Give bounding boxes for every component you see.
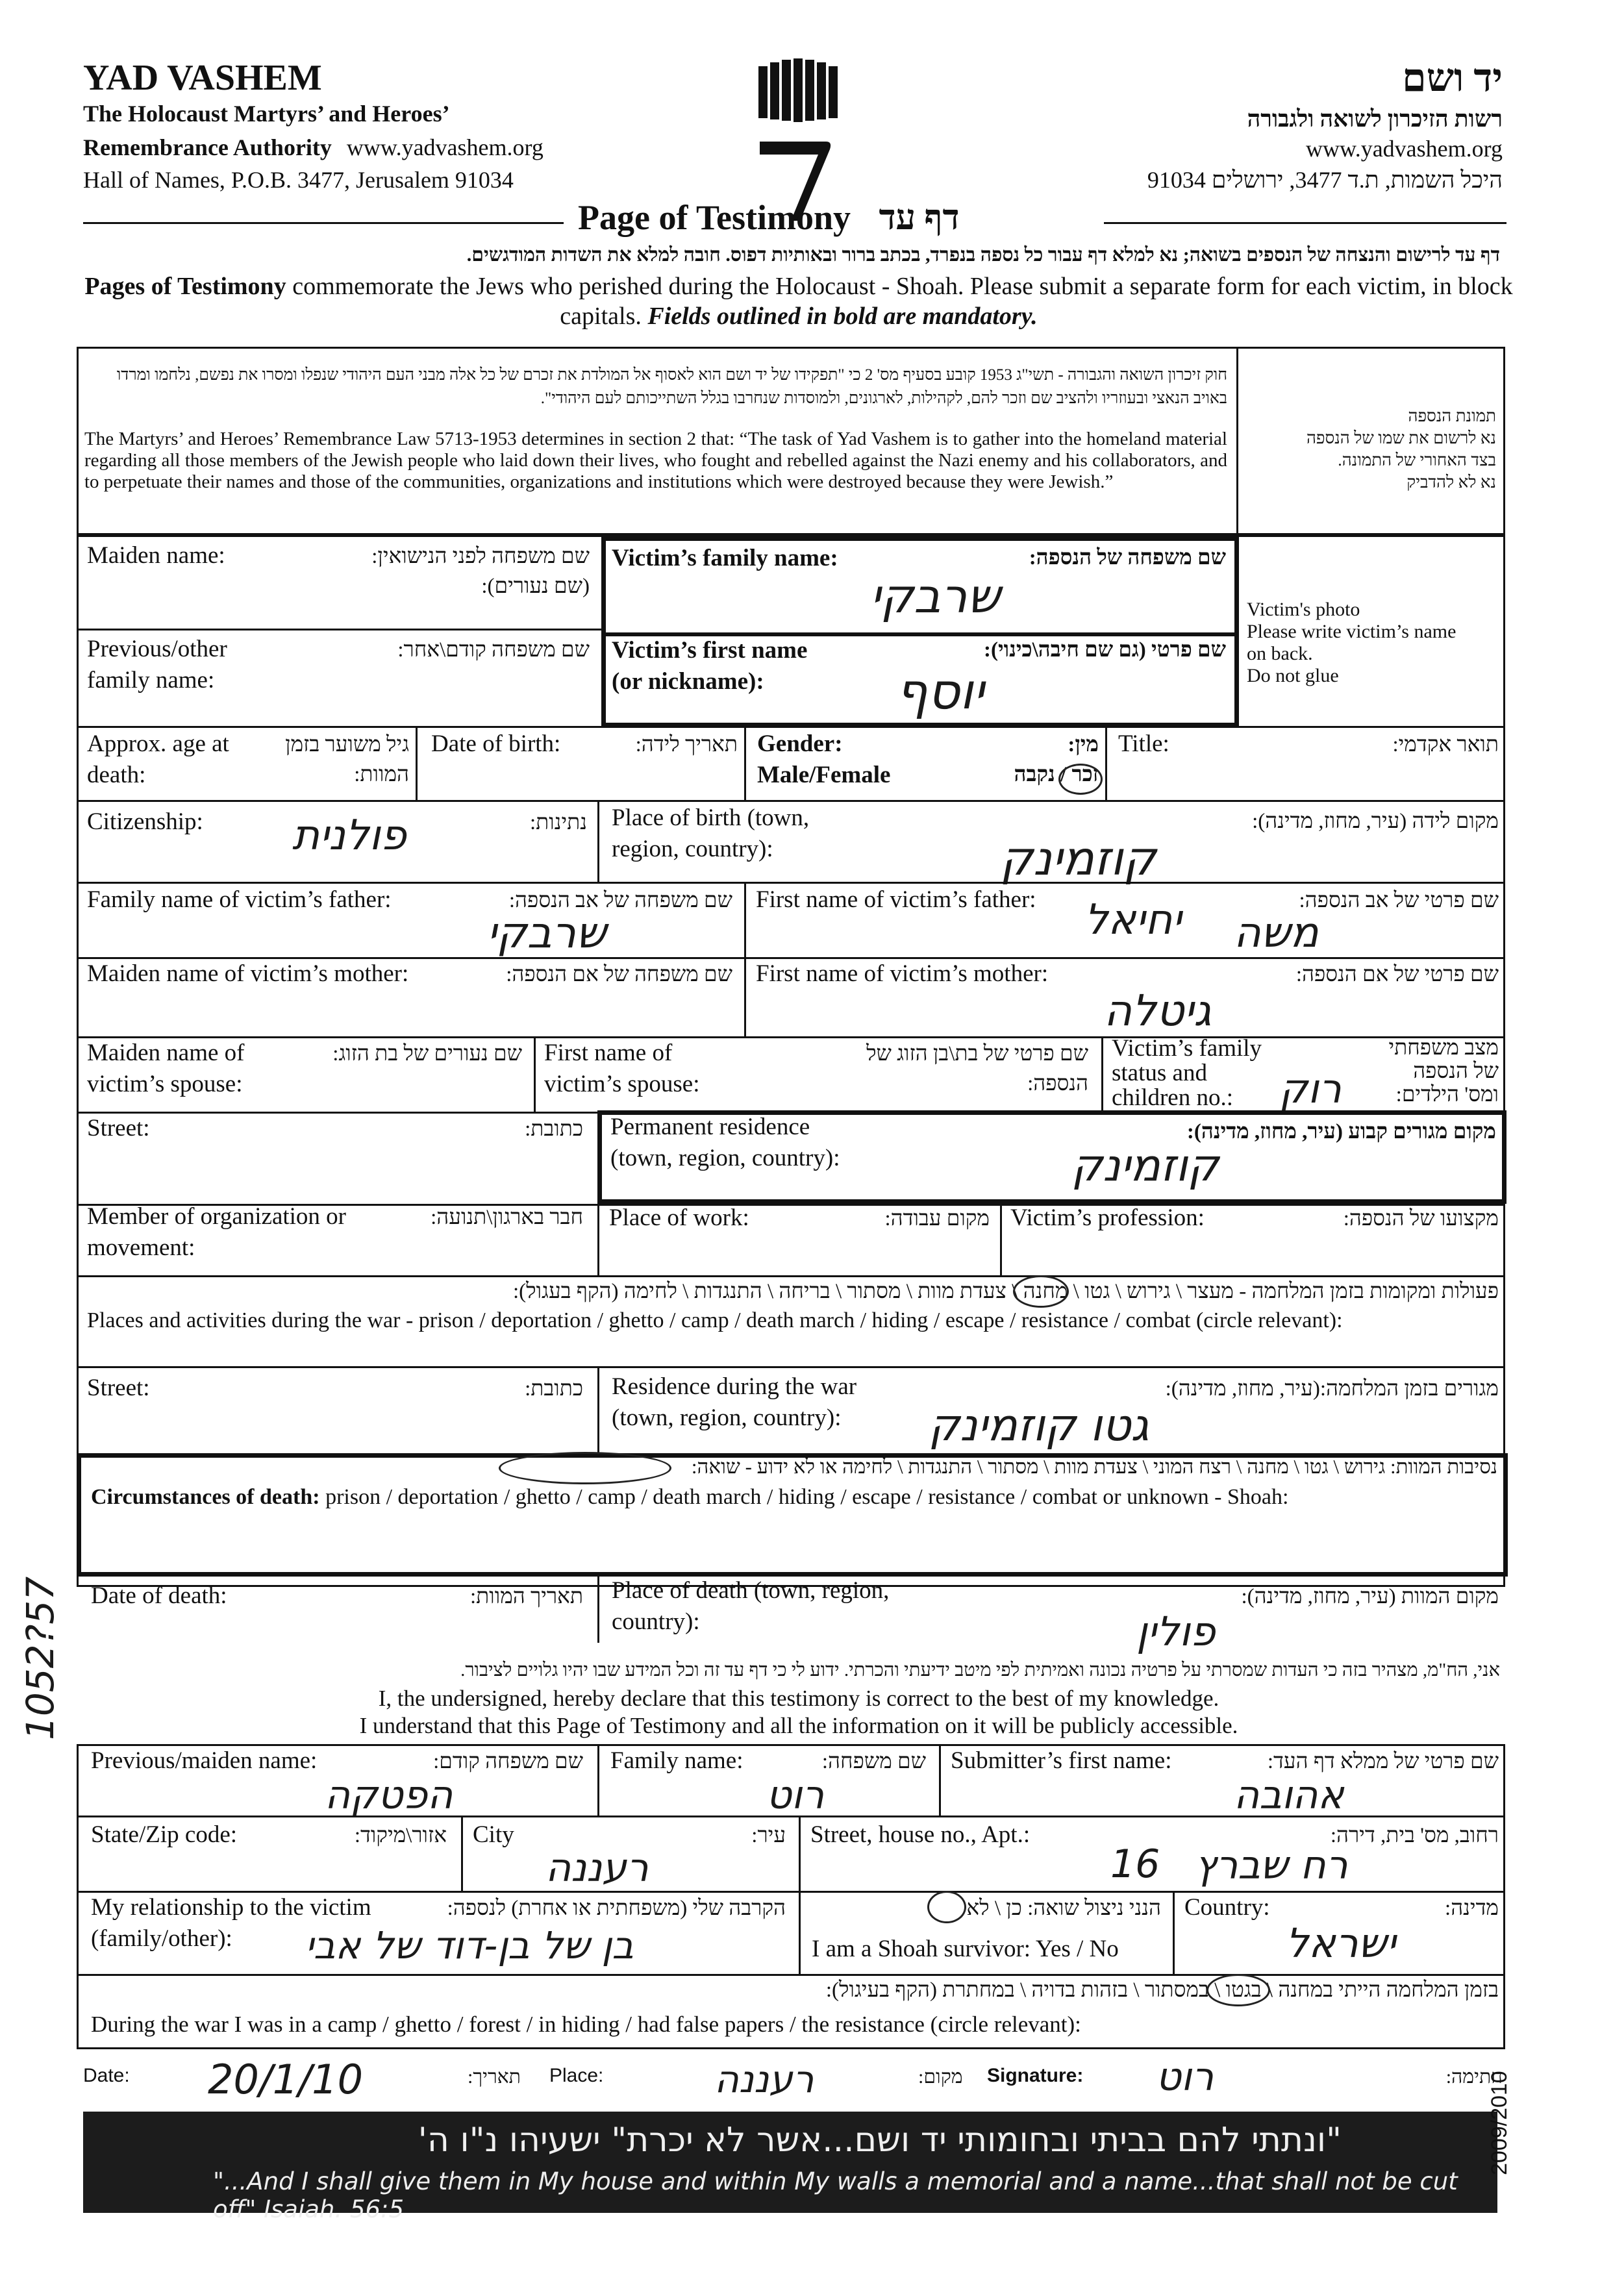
submitter-prev-label-he: שם משפחה קודם: (433, 1750, 583, 1773)
photo-instructions-hebrew (1236, 405, 1496, 493)
maiden-name-label: Maiden name: (87, 542, 225, 569)
death-place-en-2: country): (612, 1608, 700, 1635)
submitter-street-value: רח שברץ (1195, 1843, 1348, 1888)
family-status-en-1: Victim’s family (1112, 1035, 1262, 1062)
country-label-he: מדינה: (1445, 1897, 1499, 1920)
age-he-2: המוות: (354, 763, 409, 786)
signature-value[interactable]: רוט (1156, 2054, 1214, 2100)
side-year: 2009/2010 (1487, 2071, 1512, 2175)
birth-place-label-he: מקום לידה (עיר, מחוז, מדינה): (1252, 810, 1499, 833)
perm-res-label (610, 1112, 840, 1174)
age-label-he (285, 730, 409, 790)
org-address: Hall of Names, P.O.B. 3477, Jerusalem 91034 (83, 167, 514, 193)
title-rule-left (83, 222, 564, 224)
birth-place-en-1: Place of birth (town, (612, 805, 810, 831)
birth-place-en-2: region, country): (612, 836, 773, 862)
first-name-en-1: Victim’s first name (612, 637, 808, 664)
submitter-prev-label: Previous/maiden name: (91, 1747, 318, 1774)
country-value: ישראל (1286, 1919, 1396, 1967)
member-en-2: movement: (87, 1234, 195, 1261)
ghetto-circle[interactable] (1013, 1275, 1069, 1308)
gender-en-1: Gender: (757, 730, 843, 757)
father-first-value: משה (1234, 909, 1319, 957)
gender-label (757, 729, 890, 791)
date-label: Date: (83, 2065, 130, 2086)
submitter-first-value: אהובה (1234, 1773, 1344, 1818)
prev-family-label (87, 634, 227, 696)
war-res-en-1: Residence during the war (612, 1373, 857, 1400)
street-label-he: כתובת: (525, 1117, 583, 1141)
place-label: Place: (549, 2065, 604, 2086)
first-name-value: יוסף (896, 662, 984, 720)
mother-first-label: First name of victim’s mother: (756, 960, 1049, 987)
family-status-he-1: מצב משפחתי (1388, 1036, 1499, 1060)
maiden-name-he-2: (שם נעורים): (481, 575, 590, 598)
maiden-name-he-1: שם משפחה לפני הנישואין: (371, 545, 590, 568)
family-name-label: Victim’s family name: (612, 545, 838, 571)
family-status-label-he (1388, 1036, 1499, 1106)
org-address-hebrew: היכל השמות, ת.ד 3477, ירושלים 91034 (1147, 167, 1503, 193)
photo-he-3: בצד האחורי של התמונה. (1338, 451, 1496, 469)
member-label (87, 1201, 346, 1264)
photo-en-1: Victim's photo (1247, 599, 1360, 620)
death-place-label (612, 1575, 889, 1638)
zip-label: State/Zip code: (91, 1821, 238, 1848)
gender-male-circle[interactable] (1058, 764, 1103, 795)
first-name-en-2: (or nickname): (612, 668, 764, 695)
zip-label-he: אזור\מיקוד: (354, 1824, 447, 1847)
war-res-label (612, 1371, 856, 1434)
relation-label-he: הקרבה שלי (משפחתית או אחרת) לנספה: (447, 1897, 786, 1920)
submitter-first-label: Submitter’s first name: (951, 1747, 1172, 1774)
place-value: רעננה (714, 2057, 814, 2101)
war-activities-he: פעולות ומקומות בזמן המלחמה - מעצר \ גירוש \ גטו \ מחנה \ צעדת מוות \ מסתור \ בריחה \ התנגדות \ לחימה (הקף בעגול): (513, 1280, 1499, 1303)
intro-english-bold: Pages of Testimony (84, 273, 286, 300)
org-website-right: www.yadvashem.org (1306, 136, 1503, 162)
submitter-prev-value: הפטקה (325, 1773, 453, 1818)
dob-label-he: תאריך לידה: (635, 733, 738, 756)
spouse-first-he-2: הנספה: (1027, 1072, 1088, 1095)
title-label-he: תואר אקדמי: (1392, 733, 1499, 756)
spouse-first-en-2: victim’s spouse: (544, 1071, 700, 1097)
citizenship-value: פולנית (292, 812, 406, 860)
submitter-street-number: 16 (1110, 1841, 1160, 1887)
family-status-he-2: של הנספה (1413, 1060, 1499, 1083)
father-first-label: First name of victim’s father: (756, 886, 1036, 913)
father-first-value-2: יחיאל (1084, 896, 1182, 944)
intro-english-text: commemorate the Jews who perished during the Holocaust - Shoah. Please submit a separate form for each victim, in block capitals. (292, 273, 1513, 330)
quote-banner (83, 2112, 1497, 2223)
first-name-label-he: שם פרטי (גם שם חיבה\כינוי): (984, 638, 1226, 662)
declaration-en-2: I understand that this Page of Testimony and all the information on it will be publicly accessible. (359, 1713, 1238, 1738)
intro-english-mandatory: Fields outlined in bold are mandatory. (647, 303, 1038, 330)
death-circ-en-bold: Circumstances of death: (91, 1485, 320, 1509)
declaration-he: אני, הח"מ, מצהיר בזה כי העדות שמסרתי על פרטיה נכונה ואמיתית לפי מיטב ידיעתי והכרתי. ידוע לי כי דף עד זה וכל המידע שבו יהיו גלויים לציבור. (460, 1660, 1500, 1680)
death-place-value: פולין (1136, 1608, 1216, 1655)
war-res-label-he: מגורים בזמן המלחמה:(עיר, מחוז, מדינה): (1165, 1377, 1499, 1401)
mother-maiden-label: Maiden name of victim’s mother: (87, 960, 409, 987)
birth-place-label (612, 803, 809, 865)
perm-res-label-he: מקום מגורים קבוע (עיר, מחוז, מדינה): (1186, 1120, 1496, 1143)
family-status-en-3: children no.: (1112, 1084, 1234, 1111)
signature-label-he: חתימה: (1445, 2066, 1503, 2088)
age-en-2: death: (87, 762, 146, 788)
spouse-first-en-1: First name of (544, 1040, 673, 1066)
citizenship-label: Citizenship: (87, 808, 203, 835)
stamp-number: 1052?57 (18, 1576, 62, 1740)
law-hebrew: חוק זיכרון השואה והגבורה - תשי"ג 1953 קובע בסעיף מס' 2 כי "תפקידו של יד ושם הוא לאסוף אל המולדת את זכרם של כל אלה מבני העם היהודי שנפלו ומסרו את נפשם, נלחמו ומרדו באויב הנאצי ובעוזריו ולהציב שם וזכר להם, לקהילות, לארגונים, ולמוסדות שנחרבו בגלל השתייכותם לעם היהודי". (116, 366, 1227, 407)
perm-res-en-2: (town, region, country): (610, 1145, 840, 1171)
war-street-label: Street: (87, 1375, 150, 1401)
mother-maiden-label-he: שם משפחה של אם הנספה: (506, 963, 732, 986)
profession-label-he: מקצועו של הנספה: (1343, 1207, 1499, 1230)
spouse-first-he-1: שם פרטי של בת\בן הזוג של (866, 1042, 1088, 1066)
date-label-he: תאריך: (468, 2066, 521, 2088)
member-en-1: Member of organization or (87, 1203, 346, 1230)
banner-hebrew: "ונתתי להם בביתי ובחומותי יד ושם...אשר לא יכרת" ישעיהו נ"ו ה' (418, 2121, 1342, 2160)
prev-family-en-1: Previous/other (87, 636, 227, 662)
age-he-1: גיל משוער בזמן (285, 733, 409, 756)
death-circ-en-text: prison / deportation / ghetto / camp / death march / hiding / escape / resistance / combat or unknown - Shoah: (325, 1485, 1289, 1509)
org-name-hebrew: יד ושם (1402, 56, 1503, 99)
father-family-value: שרבקי (487, 908, 606, 958)
declaration-en-1: I, the undersigned, hereby declare that this testimony is correct to the best of my knowledge. (378, 1686, 1219, 1711)
org-subtitle-2: Remembrance Authority (83, 134, 332, 160)
photo-en-4: Do not glue (1247, 665, 1339, 686)
intro-hebrew: דף עד לרישום והנצחה של הנספים בשואה; נא למלא דף עבור כל נספה בנפרד, בכתב ברור ובאותיות דפוס. חובה למלא את השדות המודגשים. (466, 244, 1500, 266)
intro-english (84, 271, 1513, 331)
father-first-label-he: שם פרטי של אב הנספה: (1299, 889, 1499, 912)
family-name-value: שרבקי (870, 569, 1001, 623)
death-date-label-he: תאריך המוות: (470, 1585, 583, 1608)
spouse-first-label-he (866, 1039, 1088, 1099)
member-label-he: חבר בארגון\תנועה: (431, 1206, 583, 1229)
family-status-label (1112, 1036, 1262, 1110)
age-en-1: Approx. age at (87, 730, 229, 757)
gender-en-2: Male/Female (757, 762, 891, 788)
org-subtitle-hebrew: רשות הזיכרון לשואה ולגבורה (1247, 106, 1503, 132)
work-place-label-he: מקום עבודה: (884, 1207, 990, 1230)
death-place-en-1: Place of death (town, region, (612, 1577, 890, 1604)
age-label (87, 729, 229, 791)
survivor-he: הנני ניצול שואה: כן \ לא (966, 1897, 1161, 1920)
war-activities-en: Places and activities during the war - prison / deportation / ghetto / camp / death march / hiding / escape / resistance / combat (circle relevant): (87, 1308, 1343, 1332)
father-family-label: Family name of victim’s father: (87, 886, 392, 913)
spouse-maiden-label-he: שם נעורים של בת הזוג: (332, 1042, 522, 1066)
war-res-value: גטו קוזמינק (929, 1400, 1149, 1451)
perm-res-en-1: Permanent residence (610, 1114, 810, 1140)
war-street-label-he: כתובת: (525, 1377, 583, 1401)
place-label-he: מקום: (918, 2066, 963, 2088)
submitter-family-label: Family name: (610, 1747, 744, 1774)
org-website: www.yadvashem.org (346, 134, 544, 160)
death-circ-en (91, 1482, 1288, 1513)
spouse-maiden-en-2: victim’s spouse: (87, 1071, 243, 1097)
photo-he-2: נא לרשום את שמו של הנספה (1306, 429, 1496, 447)
date-value: 20/1/10 (208, 2056, 364, 2103)
family-status-value: רוק (1279, 1065, 1342, 1112)
city-label: City (473, 1821, 514, 1848)
relation-en-2: (family/other): (91, 1925, 232, 1952)
org-subtitle-1: The Holocaust Martyrs’ and Heroes’ (83, 101, 450, 127)
form-title-hebrew: דף עד (879, 198, 960, 237)
survivor-yes-circle[interactable] (927, 1891, 966, 1923)
war-ghetto-circle[interactable] (1206, 1974, 1270, 2006)
country-label: Country: (1184, 1894, 1270, 1921)
family-status-en-2: status and (1112, 1060, 1207, 1086)
profession-label: Victim’s profession: (1010, 1204, 1205, 1231)
prev-family-en-2: family name: (87, 667, 215, 693)
work-place-label: Place of work: (609, 1204, 749, 1231)
gender-he-2: זכר / נקבה (1014, 763, 1099, 786)
submitter-family-value: רוט (766, 1773, 825, 1818)
signature-label: Signature: (987, 2065, 1084, 2086)
org-subtitle-2-line (83, 134, 544, 161)
war-res-en-2: (town, region, country): (612, 1404, 842, 1431)
spouse-maiden-en-1: Maiden name of (87, 1040, 245, 1066)
relation-value: בן של בן-דוד של אבי (305, 1923, 634, 1967)
birth-place-value: קוזמינק (1000, 831, 1156, 886)
street-label: Street: (87, 1115, 150, 1142)
mother-first-label-he: שם פרטי של אם הנספה: (1295, 963, 1499, 986)
survivor-en: I am a Shoah survivor: Yes / No (812, 1936, 1119, 1962)
death-date-label: Date of death: (91, 1582, 227, 1609)
photo-he-1: תמונת הנספה (1408, 406, 1496, 425)
law-english: The Martyrs’ and Heroes’ Remembrance Law 5713-1953 determines in section 2 that: “The task of Yad Vashem is to gather into the homeland material regarding all those members of the Jewish people who laid down their lives, who fought and rebelled against the Nazi enemy and his collaborators, and to perpetuate their names and those of the communities, organizations and institutions which were destroyed because they were Jewish.” (84, 429, 1227, 492)
city-label-he: עיר: (751, 1824, 786, 1847)
photo-en-2: Please write victim’s name (1247, 621, 1456, 642)
death-circ-he: נסיבות המוות: גירוש \ גטו \ מחנה \ רצח המוני \ צעדת מוות \ מסתור \ התנגדות \ לחימה או לא ידוע - שואה: (691, 1455, 1497, 1478)
city-value: רעננה (545, 1845, 649, 1891)
war-location-en: During the war I was in a camp / ghetto / forest / in hiding / had false papers / the resistance (circle relevant): (91, 2012, 1081, 2037)
relation-en-1: My relationship to the victim (91, 1894, 371, 1921)
citizenship-label-he: נתינות: (530, 811, 587, 834)
unknown-shoah-circle[interactable] (499, 1452, 671, 1484)
photo-en-3: on back. (1247, 643, 1313, 664)
prev-family-label-he: שם משפחה קודם\אחר: (397, 638, 590, 662)
form-title: Page of Testimony דף עד (578, 198, 960, 237)
family-status-he-3: ומס' הילדים: (1395, 1083, 1499, 1106)
submitter-family-label-he: שם משפחה: (821, 1750, 926, 1773)
spouse-maiden-label (87, 1038, 244, 1100)
submitter-street-label: Street, house no., Apt.: (810, 1821, 1031, 1848)
perm-res-value: קוזמינק (1071, 1140, 1219, 1192)
first-name-label (612, 635, 807, 697)
death-place-label-he: מקום המוות (עיר, מחוז, מדינה): (1241, 1585, 1499, 1608)
submitter-first-label-he: שם פרטי של ממלא דף העד: (1267, 1750, 1499, 1773)
org-name: YAD VASHEM (83, 58, 322, 98)
father-family-label-he: שם משפחה של אב הנספה: (508, 889, 732, 912)
dob-label: Date of birth: (431, 730, 561, 757)
title-label: Title: (1118, 730, 1169, 757)
spouse-first-label (544, 1038, 699, 1100)
title-rule-right (1104, 222, 1506, 224)
family-name-label-he: שם משפחה של הנספה: (1029, 546, 1226, 569)
gender-he-1: מין: (1068, 733, 1099, 756)
maiden-name-label-he (371, 542, 590, 601)
submitter-street-label-he: רחוב, מס' בית, דירה: (1330, 1824, 1499, 1847)
mother-first-value: גיטלה (1104, 986, 1212, 1036)
photo-he-4: נא לא להדביק (1406, 473, 1496, 492)
banner-english: "...And I shall give them in My house and within My walls a memorial and a name...that shall not be cut off" Isaiah. 56:5 (213, 2167, 1458, 2223)
war-location-he: בזמן המלחמה הייתי במחנה \ בגטו \ במסתור \ בזהות בדויה \ במחתרת (הקף בעיגול): (825, 1978, 1499, 2002)
